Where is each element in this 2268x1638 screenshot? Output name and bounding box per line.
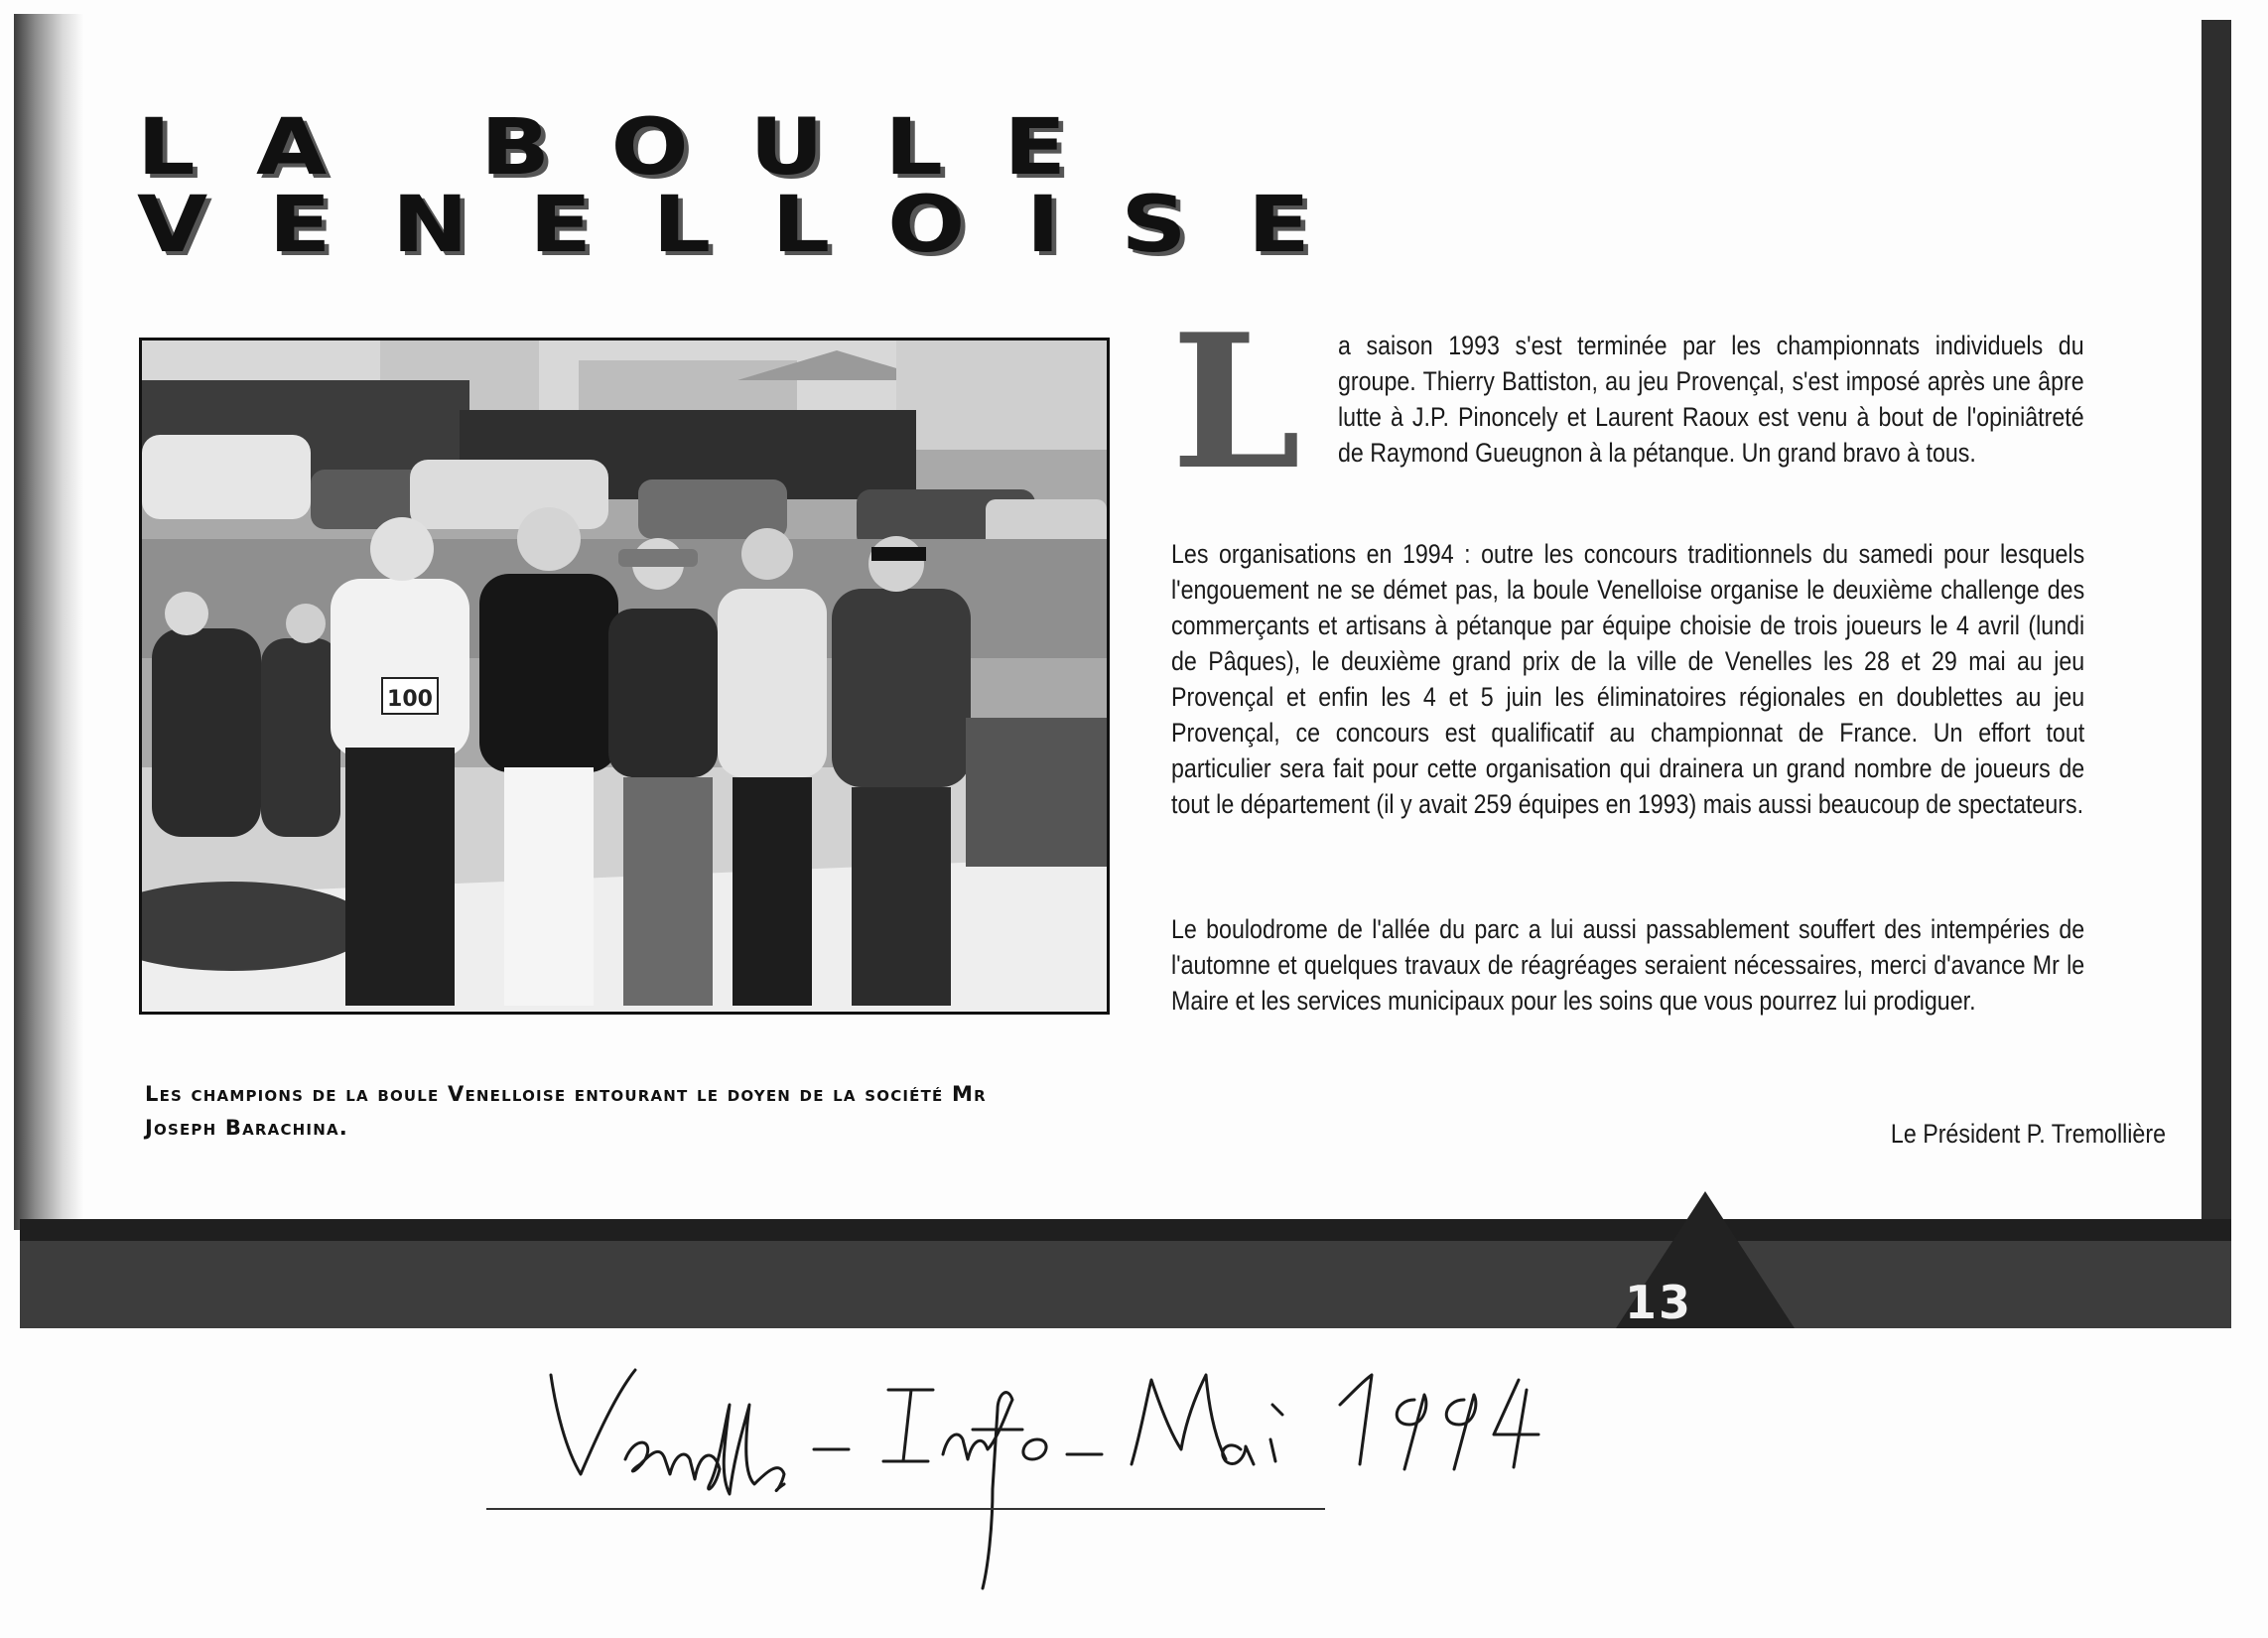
runner-bib-number: 100 [387, 687, 433, 712]
handwritten-annotation [486, 1350, 1737, 1638]
article-paragraph-intro: a saison 1993 s'est terminée par les championnats individuels du groupe. Thierry Battiston, au jeu Provençal, s'est imposé après une âpre lutte à J.P. Pinoncely et Laurent Raoux est venu à bout de l'opiniâtreté de Raymond Gueugnon à la pétanque. Un grand bravo à tous. [1338, 331, 2084, 468]
headline-line-2: VENELLOISE [137, 181, 1372, 270]
article-headline [137, 103, 1372, 270]
page-footer-band [20, 1219, 2231, 1328]
page-right-border [2201, 20, 2231, 1251]
page-number: 13 [1624, 1276, 1692, 1329]
drop-cap: L [1171, 293, 1301, 510]
article-paragraph-boulodrome: Le boulodrome de l'allée du parc a lui aussi passablement souffert des intempéries de l'automne et quelques travaux de réagréages seraient nécessaires, merci d'avance Mr le Maire et les services municipaux pour les soins que vous pourrez lui prodiguer. [1171, 914, 2085, 1016]
headline-line-1: LA BOULE [137, 103, 1128, 193]
page-gutter-shadow [14, 14, 83, 1230]
group-photo [139, 338, 1110, 1015]
article-signature: Le Président P. Tremollière [1890, 1119, 2166, 1149]
article-paragraph-organisations: Les organisations en 1994 : outre les concours traditionnels du samedi pour lesquels l'engouement ne se démet pas, la boule Venelloise organise le deuxième challenge des commerçants et artisans à pétanque par équipe choisie de trois joueurs le 4 avril (lundi de Pâques), le deuxième grand prix de la ville de Venelles les 28 et 29 mai au jeu Provençal et enfin les 4 et 5 juin les éliminatoires régionales en doublettes au jeu Provençal, ce concours est qualificatif au championnat de France. Un effort tout particulier sera fait pour cette organisation qui drainera un grand nombre de joueurs de tout le département (il y avait 259 équipes en 1993) mais aussi beaucoup de spectateurs. [1171, 539, 2085, 819]
photo-illustration [142, 341, 1107, 1012]
photo-caption: Les champions de la boule Venelloise entourant le doyen de la société Mr Joseph Barachina. [145, 1082, 987, 1140]
